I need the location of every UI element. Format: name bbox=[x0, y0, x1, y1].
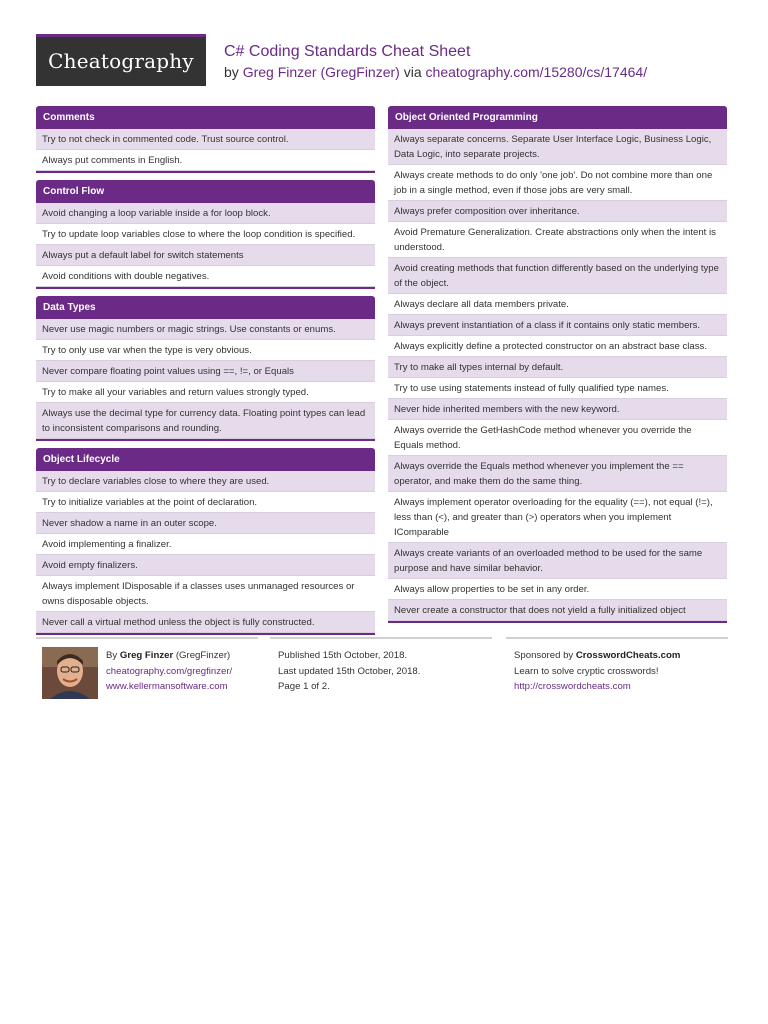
list-item: Always prevent instantiation of a class if it contains only static members. bbox=[388, 315, 727, 336]
list-item: Always put a default label for switch statements bbox=[36, 245, 375, 266]
avatar-photo bbox=[42, 647, 98, 699]
by-prefix: by bbox=[224, 64, 239, 80]
author-info bbox=[106, 648, 266, 695]
list-item: Try to declare variables close to where they are used. bbox=[36, 471, 375, 492]
sponsor-prefix: Sponsored by bbox=[514, 650, 574, 661]
list-item: Avoid creating methods that function differently based on the underlying type of the object. bbox=[388, 258, 727, 294]
author-website-link[interactable]: www.kellermansoftware.com bbox=[106, 681, 228, 692]
footer-publication bbox=[270, 637, 492, 692]
list-item: Avoid conditions with double negatives. bbox=[36, 266, 375, 287]
cheatography-logo[interactable] bbox=[36, 34, 206, 86]
list-item: Always put comments in English. bbox=[36, 150, 375, 171]
section-data-types bbox=[36, 296, 375, 441]
list-item: Avoid changing a loop variable inside a for loop block. bbox=[36, 203, 375, 224]
sponsor-name: CrosswordCheats.com bbox=[575, 650, 681, 661]
list-item: Always explicitly define a protected constructor on an abstract base class. bbox=[388, 336, 727, 357]
list-item: Try to use using statements instead of fully qualified type names. bbox=[388, 378, 727, 399]
list-item: Always declare all data members private. bbox=[388, 294, 727, 315]
sheet-url-link[interactable]: cheatography.com/15280/cs/17464/ bbox=[425, 64, 648, 80]
list-item: Never shadow a name in an outer scope. bbox=[36, 513, 375, 534]
byline bbox=[224, 64, 647, 80]
list-item: Try to update loop variables close to where the loop condition is specified. bbox=[36, 224, 375, 245]
section-title: Object Lifecycle bbox=[36, 448, 375, 471]
list-item: Try to make all types internal by default. bbox=[388, 357, 727, 378]
right-column bbox=[388, 106, 727, 630]
section-title: Control Flow bbox=[36, 180, 375, 203]
list-item: Always create methods to do only 'one job'. Do not combine more than one job in a single method, even if those jobs are very small. bbox=[388, 165, 727, 201]
list-item: Try to not check in commented code. Trust source control. bbox=[36, 129, 375, 150]
author-by: By bbox=[106, 650, 118, 661]
footer-sponsor bbox=[506, 637, 728, 692]
list-item: Never hide inherited members with the new keyword. bbox=[388, 399, 727, 420]
author-avatar bbox=[42, 647, 98, 699]
list-item: Try to only use var when the type is very obvious. bbox=[36, 340, 375, 361]
section-title: Data Types bbox=[36, 296, 375, 319]
list-item: Never compare floating point values using ==, !=, or Equals bbox=[36, 361, 375, 382]
sponsor-link[interactable]: http://crosswordcheats.com bbox=[514, 681, 631, 692]
section-object-lifecycle bbox=[36, 448, 375, 635]
list-item: Never call a virtual method unless the object is fully constructed. bbox=[36, 612, 375, 633]
page-number: Page 1 of 2. bbox=[278, 681, 330, 692]
author-handle: (GregFinzer) bbox=[175, 650, 231, 661]
list-item: Avoid implementing a finalizer. bbox=[36, 534, 375, 555]
page-title[interactable]: C# Coding Standards Cheat Sheet bbox=[224, 43, 471, 60]
list-item: Always override the GetHashCode method whenever you override the Equals method. bbox=[388, 420, 727, 456]
left-column bbox=[36, 106, 375, 642]
list-item: Always create variants of an overloaded method to be used for the same purpose and have similar behavior. bbox=[388, 543, 727, 579]
section-title: Comments bbox=[36, 106, 375, 129]
list-item: Always allow properties to be set in any order. bbox=[388, 579, 727, 600]
list-item: Always override the Equals method whenever you implement the == operator, and make them do the same thing. bbox=[388, 456, 727, 492]
updated-date: Last updated 15th October, 2018. bbox=[278, 665, 421, 677]
list-item: Always implement operator overloading for the equality (==), not equal (!=), less than (<), and greater than (>) operators when you implement IComparable bbox=[388, 492, 727, 543]
section-control-flow bbox=[36, 180, 375, 289]
list-item: Always implement IDisposable if a classes uses unmanaged resources or owns disposable objects. bbox=[36, 576, 375, 612]
list-item: Never create a constructor that does not yield a fully initialized object bbox=[388, 600, 727, 621]
published-date: Published 15th October, 2018. bbox=[278, 650, 408, 661]
section-title: Object Oriented Programming bbox=[388, 106, 727, 129]
list-item: Try to initialize variables at the point of declaration. bbox=[36, 492, 375, 513]
list-item: Avoid empty finalizers. bbox=[36, 555, 375, 576]
logo-text: Cheatography bbox=[48, 49, 194, 73]
author-profile-link[interactable]: cheatography.com/gregfinzer/ bbox=[106, 665, 233, 677]
via-text: via bbox=[403, 64, 422, 80]
list-item: Always prefer composition over inheritance. bbox=[388, 201, 727, 222]
list-item: Always separate concerns. Separate User Interface Logic, Business Logic, Data Logic, into separate projects. bbox=[388, 129, 727, 165]
author-name: Greg Finzer bbox=[119, 650, 174, 661]
footer-author bbox=[36, 637, 258, 692]
section-comments bbox=[36, 106, 375, 173]
list-item: Avoid Premature Generalization. Create abstractions only when the intent is understood. bbox=[388, 222, 727, 258]
author-link[interactable]: Greg Finzer (GregFinzer) bbox=[242, 64, 400, 80]
list-item: Always use the decimal type for currency data. Floating point types can lead to inconsistent comparisons and rounding. bbox=[36, 403, 375, 439]
list-item: Never use magic numbers or magic strings. Use constants or enums. bbox=[36, 319, 375, 340]
sponsor-tagline: Learn to solve cryptic crosswords! bbox=[514, 665, 659, 677]
section-oop bbox=[388, 106, 727, 623]
list-item: Try to make all your variables and return values strongly typed. bbox=[36, 382, 375, 403]
